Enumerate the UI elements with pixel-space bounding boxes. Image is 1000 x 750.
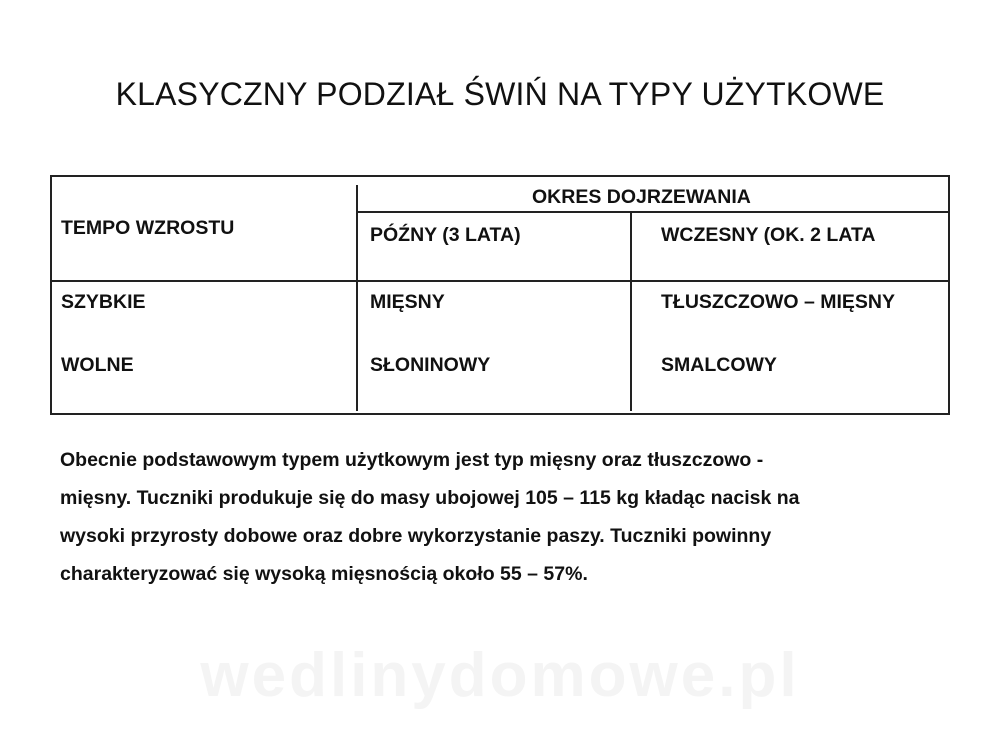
row-label-slow: WOLNE xyxy=(61,354,134,376)
column-header-late: PÓŹNY (3 LATA) xyxy=(370,224,521,246)
table-header-divider xyxy=(52,280,948,282)
cell-fast-early: TŁUSZCZOWO – MIĘSNY xyxy=(661,291,895,313)
column-header-early: WCZESNY (OK. 2 LATA xyxy=(661,224,876,246)
paragraph-line: mięsny. Tuczniki produkuje się do masy ubojowej 105 – 115 kg kładąc nacisk na xyxy=(60,487,800,509)
page-title: KLASYCZNY PODZIAŁ ŚWIŃ NA TYPY UŻYTKOWE xyxy=(115,76,885,112)
group-header-divider xyxy=(356,211,948,213)
cell-slow-late: SŁONINOWY xyxy=(370,354,491,376)
description-paragraph xyxy=(60,441,940,593)
column-divider-2 xyxy=(630,213,632,411)
paragraph-line: Obecnie podstawowym typem użytkowym jest typ mięsny oraz tłuszczowo - xyxy=(60,449,764,471)
cell-fast-late: MIĘSNY xyxy=(370,291,445,313)
paragraph-line: wysoki przyrosty dobowe oraz dobre wykorzystanie paszy. Tuczniki powinny xyxy=(60,525,772,547)
cell-slow-early: SMALCOWY xyxy=(661,354,777,376)
classification-table xyxy=(50,175,950,415)
group-header: OKRES DOJRZEWANIA xyxy=(532,186,751,208)
watermark: wedlinydomowe.pl xyxy=(200,641,800,710)
paragraph-line: charakteryzować się wysoką mięsnością około 55 – 57%. xyxy=(60,563,588,585)
column-divider-1 xyxy=(356,185,358,411)
row-header: TEMPO WZROSTU xyxy=(61,217,235,239)
row-label-fast: SZYBKIE xyxy=(61,291,146,313)
